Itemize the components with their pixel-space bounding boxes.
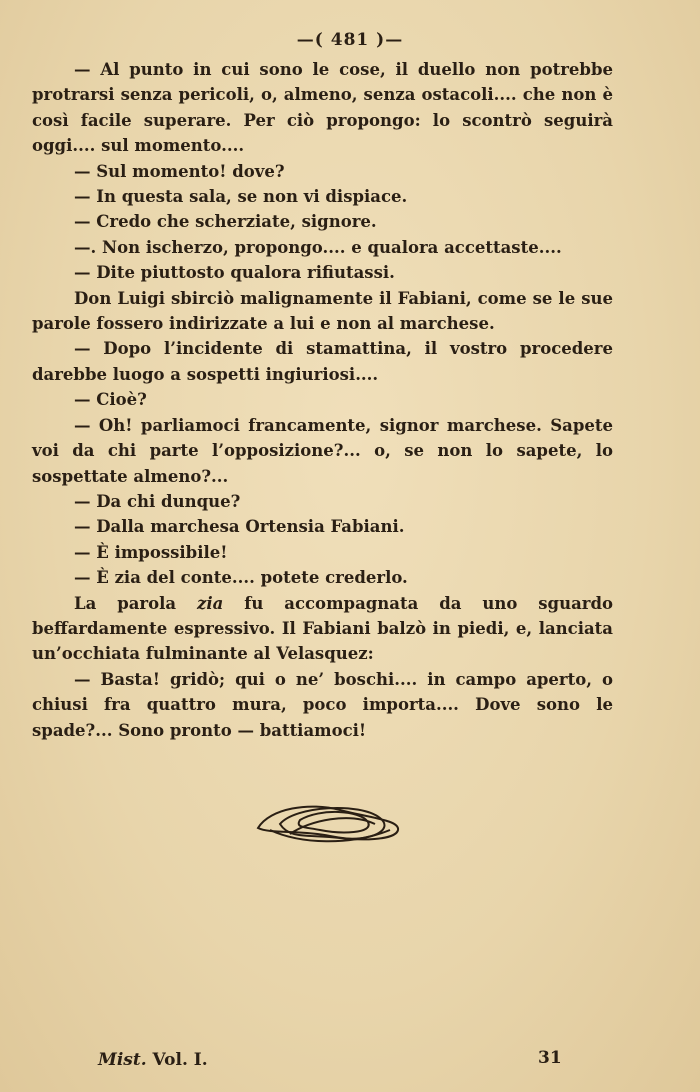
paragraph: Don Luigi sbirciò malignamente il Fabiani, come se le sue parole fossero indirizzate a lui e non al marchese. xyxy=(32,288,613,334)
page-number-header: —( 481 )— xyxy=(296,30,404,50)
paragraph: — Sul momento! dove? xyxy=(74,161,285,181)
paragraph: — Dalla marchesa Ortensia Fabiani. xyxy=(74,517,405,537)
paragraph-zia-word: zia xyxy=(197,593,224,613)
knot-ornament-icon xyxy=(250,790,410,850)
paragraph: — Cioè? xyxy=(74,390,147,410)
paragraph: — Da chi dunque? xyxy=(74,491,241,511)
final-paragraph: — Basta! gridò; qui o ne’ boschi.... in campo aperto, o chiusi fra quattro mura, poco importa.... Dove sono le spade?... Sono pronto — battiamoci! xyxy=(32,669,613,740)
paragraph: — Oh! parliamoci francamente, signor marchese. Sapete voi da chi parte l’opposizione?... o, se non lo sapete, lo sospettate almeno?... xyxy=(32,415,613,486)
paragraph: —. Non ischerzo, propongo.... e qualora accettaste.... xyxy=(74,237,562,257)
paragraph: — Dite piuttosto qualora rifiutassi. xyxy=(74,263,395,283)
signature-rest: Vol. I. xyxy=(146,1050,208,1070)
paragraph: — Dopo l’incidente di stamattina, il vostro procedere darebbe luogo a sospetti ingiuriosi.... xyxy=(32,339,613,384)
paragraph: — È zia del conte.... potete crederlo. xyxy=(74,568,408,588)
paragraph: — Credo che scherziate, signore. xyxy=(74,212,377,232)
paragraph-zia-after: fu accompagnata da uno sguardo beffardamente espressivo. Il Fabiani balzò in piedi, e, lanciata un’occhiata fulminante al Velasquez: xyxy=(32,593,614,664)
paragraph: — In questa sala, se non vi dispiace. xyxy=(74,187,408,207)
sheet-number: 31 xyxy=(538,1048,562,1068)
paragraph: — Al punto in cui sono le cose, il duello non potrebbe protrarsi senza pericoli, o, almeno, senza ostacoli.... che non è così facile superare. Per ciò propongo: lo scontrò seguirà oggi.... sul momento.... xyxy=(32,60,613,156)
signature-italic: Mist. xyxy=(98,1050,147,1070)
printer-signature xyxy=(98,1050,208,1070)
page-body xyxy=(32,57,613,743)
paragraph-zia-before: La parola xyxy=(74,593,198,613)
paragraph: — È impossibile! xyxy=(74,542,228,562)
paragraph-zia xyxy=(32,591,613,667)
